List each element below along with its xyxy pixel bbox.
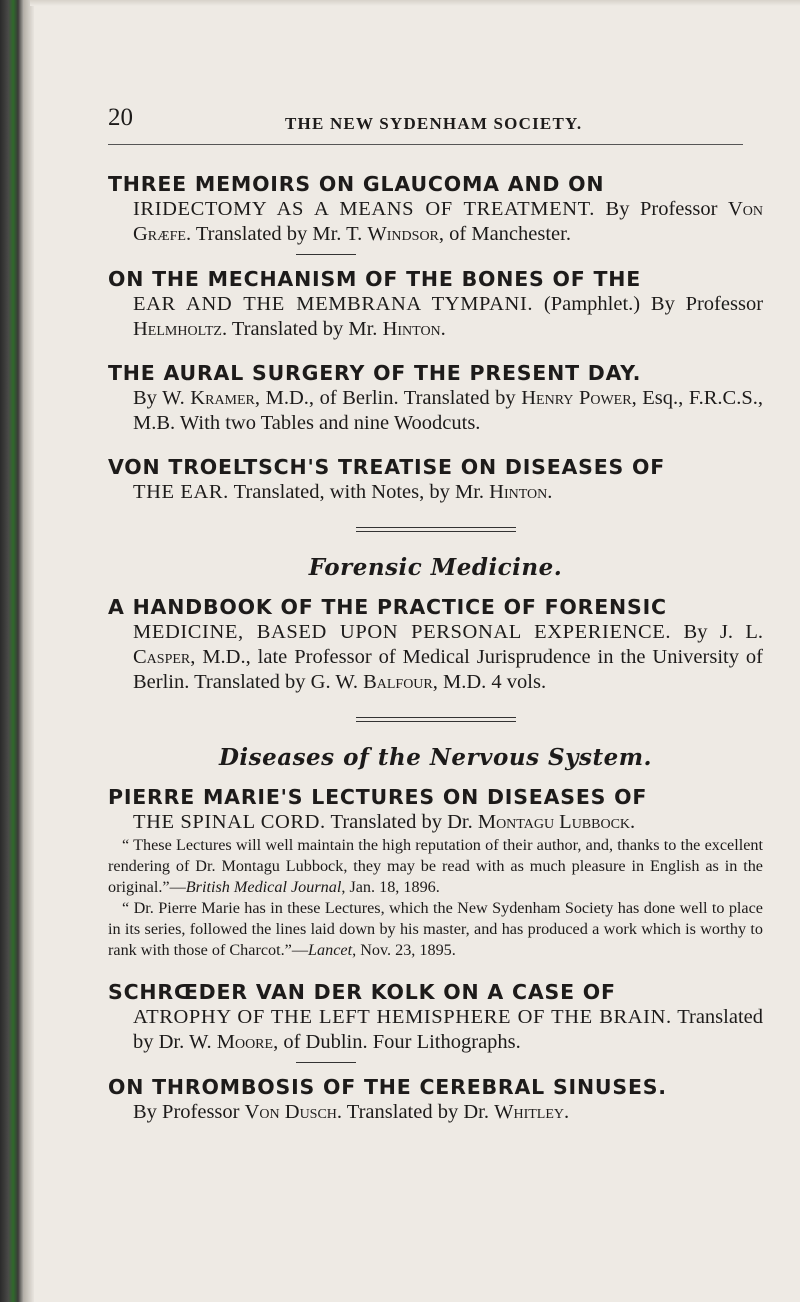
quote-text: “ These Lectures will well maintain the high reputation of their author, and, thanks to the excellent rendering of Dr. Montagu Lubbock, they may be read with as much pleasure in English as in the original.”—	[108, 836, 763, 896]
page-number: 20	[108, 104, 133, 131]
entry-forensic-handbook	[108, 595, 763, 695]
entry-title: THREE MEMOIRS ON GLAUCOMA AND ON	[108, 172, 605, 196]
review-quote	[108, 898, 763, 961]
entry-mechanism-bones-ear	[108, 267, 763, 342]
quote-date: , Jan. 18, 1896.	[341, 878, 440, 896]
translator-name: Moore	[216, 1031, 274, 1053]
entry-schroeder-van-der-kolk	[108, 980, 763, 1055]
page-top-edge	[30, 0, 800, 6]
entry-text: , Esq., F.R.C.S., M.B. With two Tables and nine Woodcuts.	[133, 387, 763, 434]
author-name: Helmholtz	[133, 318, 222, 340]
entry-text: .	[547, 481, 553, 503]
entry-troeltsch-treatise	[108, 455, 763, 505]
page-body	[108, 172, 763, 1144]
review-quote	[108, 835, 763, 898]
entry-text: (Pamphlet.) By Professor	[543, 293, 764, 315]
entry-title: VON TROELTSCH'S TREATISE ON DISEASES OF	[108, 455, 666, 479]
quote-text: “ Dr. Pierre Marie has in these Lectures, which the New Sydenham Society has done well to place in its series, followed the lines laid down by his master, and has produced a work which is worthy to rank with those of Charcot.”—	[108, 899, 763, 959]
entry-text: , of Dublin. Four Lithographs.	[273, 1031, 521, 1053]
translator-name: Whitley	[494, 1101, 564, 1123]
entry-text: Translated, with Notes, by Mr.	[233, 481, 490, 503]
entry-title-cont: ATROPHY OF THE LEFT HEMISPHERE OF THE BRAIN.	[133, 1006, 672, 1028]
author-name: Von Dusch	[244, 1101, 337, 1123]
entry-text: . Translated by Mr.	[221, 318, 383, 340]
running-head: THE NEW SYDENHAM SOCIETY.	[285, 114, 583, 133]
author-name: Kramer	[190, 387, 255, 409]
translator-name: Montagu Lubbock	[477, 811, 631, 833]
separator-rule	[296, 1062, 356, 1063]
translator-name: Hinton	[382, 318, 441, 340]
entry-pierre-marie-lectures	[108, 785, 763, 961]
entry-text: . Translated by Dr.	[336, 1101, 495, 1123]
entry-title-cont: EAR AND THE MEMBRANA TYMPANI.	[133, 293, 534, 315]
author-name: Casper	[133, 646, 191, 668]
entry-text: , M.D. 4 vols.	[432, 671, 547, 693]
section-heading-nervous-system: Diseases of the Nervous System.	[218, 744, 653, 771]
entry-text: Translated by Dr.	[330, 811, 478, 833]
entry-text: .	[440, 318, 446, 340]
entry-text: , of Manchester.	[438, 223, 571, 245]
translator-name: Balfour	[363, 671, 433, 693]
section-heading-forensic-medicine: Forensic Medicine.	[308, 554, 563, 581]
entry-aural-surgery	[108, 361, 763, 436]
entry-thrombosis	[108, 1075, 763, 1125]
translator-name: Hinton	[489, 481, 548, 503]
separator-rule	[296, 254, 356, 255]
entry-title: ON THROMBOSIS OF THE CEREBRAL SINUSES.	[108, 1075, 667, 1099]
entry-text: By Professor	[605, 198, 728, 220]
entry-text: By W.	[133, 387, 191, 409]
entry-text: By J. L.	[683, 621, 763, 643]
translator-name: Henry Power	[521, 387, 632, 409]
translator-name: Windsor	[367, 223, 439, 245]
entry-title: A HANDBOOK OF THE PRACTICE OF FORENSIC	[108, 595, 667, 619]
section-divider	[356, 527, 516, 532]
quote-date: , Nov. 23, 1895.	[352, 941, 456, 959]
entry-title-cont: IRIDECTOMY AS A MEANS OF TREATMENT.	[133, 198, 595, 220]
entry-text: .	[564, 1101, 570, 1123]
entry-text: , M.D., late Professor of Medical Jurisprudence in the University of Berlin. Translated by G. W.	[133, 646, 763, 693]
quote-source: British Medical Journal	[185, 878, 342, 896]
entry-title-cont: THE EAR.	[133, 481, 229, 503]
entry-title: THE AURAL SURGERY OF THE PRESENT DAY.	[108, 361, 642, 385]
section-divider	[356, 717, 516, 722]
book-binding	[0, 0, 24, 1302]
entry-title-cont: MEDICINE, BASED UPON PERSONAL EXPERIENCE.	[133, 621, 672, 643]
entry-text: Translated by Dr. W.	[133, 1006, 763, 1053]
header-rule	[108, 144, 743, 145]
entry-glaucoma	[108, 172, 763, 247]
entry-title: SCHRŒDER VAN DER KOLK ON A CASE OF	[108, 980, 616, 1004]
entry-title: PIERRE MARIE'S LECTURES ON DISEASES OF	[108, 785, 648, 809]
quote-source: Lancet	[308, 941, 353, 959]
page-gutter-shadow	[24, 0, 34, 1302]
entry-text: . Translated by Mr. T.	[185, 223, 368, 245]
author-name: Von Græfe	[133, 198, 764, 245]
entry-text: .	[630, 811, 636, 833]
entry-title-cont: THE SPINAL CORD.	[133, 811, 326, 833]
entry-title: ON THE MECHANISM OF THE BONES OF THE	[108, 267, 642, 291]
entry-text: , M.D., of Berlin. Translated by	[254, 387, 522, 409]
entry-text: By Professor	[133, 1101, 245, 1123]
